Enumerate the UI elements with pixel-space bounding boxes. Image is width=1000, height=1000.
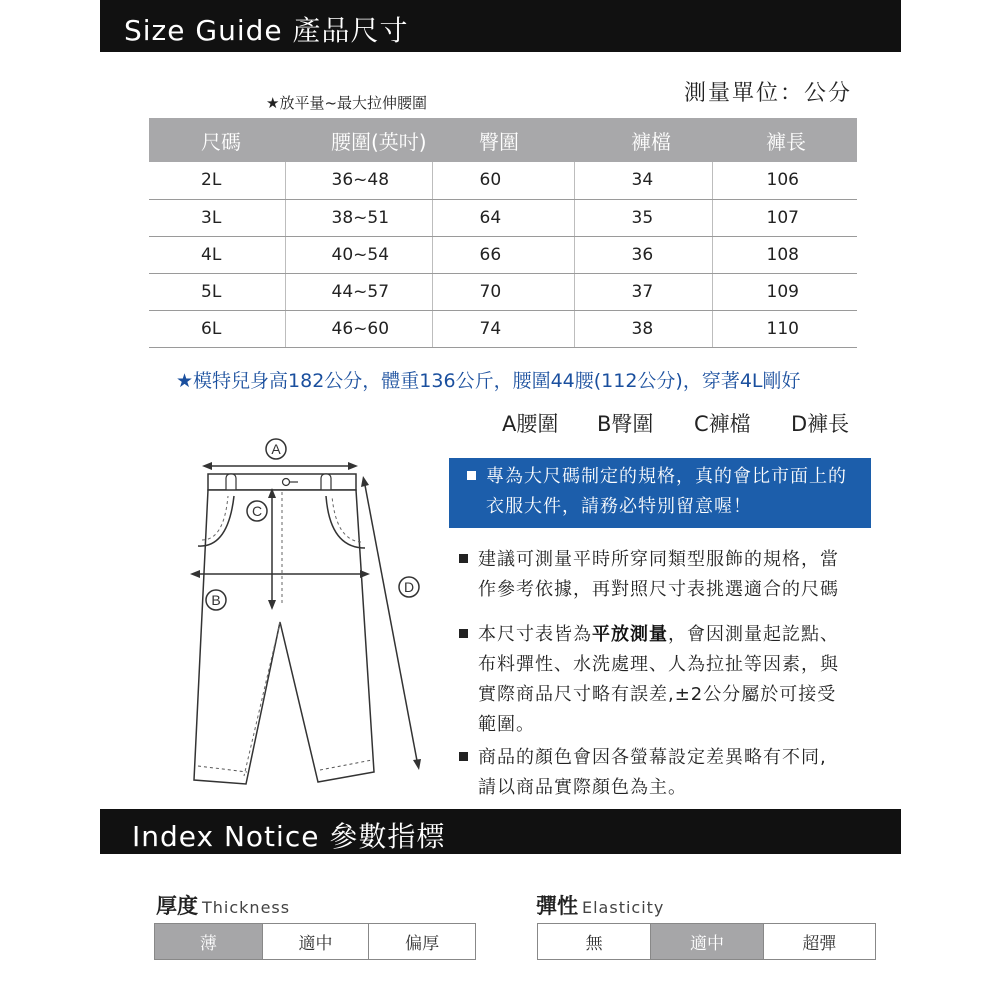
notice-3-line-2: 布料彈性、水洗處理、人為拉扯等因素，與 <box>478 654 839 675</box>
table-cell: 35 <box>574 199 712 236</box>
notice-3-post: ，會因測量起訖點、 <box>668 624 839 645</box>
highlight-notice <box>449 458 871 528</box>
legend-a: A腰圍 <box>502 412 559 436</box>
notice-flat-measure <box>449 620 839 740</box>
table-cell: 74 <box>432 310 574 347</box>
table-cell: 36~48 <box>285 162 432 199</box>
table-row <box>149 162 857 199</box>
col-header: 褲長 <box>712 118 857 162</box>
size-guide-banner <box>100 0 901 52</box>
notice-2-line-2: 作參考依據，再對照尺寸表挑選適合的尺碼 <box>478 579 839 600</box>
pants-outline <box>194 490 374 784</box>
thickness-label-en: Thickness <box>202 898 291 917</box>
bullet-icon <box>459 752 468 761</box>
highlight-line-2: 衣服大件，請務必特別留意喔！ <box>486 496 752 517</box>
table-cell: 66 <box>432 236 574 273</box>
bullet-icon <box>459 554 468 563</box>
table-cell: 38~51 <box>285 199 432 236</box>
thickness-option: 偏厚 <box>368 924 475 959</box>
notice-4-line-1: 商品的顏色會因各螢幕設定差異略有不同, <box>478 747 827 768</box>
table-cell: 107 <box>712 199 857 236</box>
elasticity-option: 超彈 <box>763 924 875 959</box>
notice-3-line-4: 範圍。 <box>478 714 535 735</box>
waist-arrow <box>202 462 358 470</box>
table-cell: 5L <box>149 273 285 310</box>
table-row <box>149 236 857 273</box>
unit-label: 測量單位：公分 <box>684 81 853 106</box>
table-cell: 37 <box>574 273 712 310</box>
model-note: ★模特兒身高182公分，體重136公斤，腰圍44腰(112公分)，穿著4L剛好 <box>176 370 801 392</box>
notice-3-pre: 本尺寸表皆為 <box>478 624 592 645</box>
table-cell: 60 <box>432 162 574 199</box>
col-header: 腰圍(英吋) <box>285 118 432 162</box>
table-cell: 110 <box>712 310 857 347</box>
table-cell: 109 <box>712 273 857 310</box>
table-cell: 106 <box>712 162 857 199</box>
index-notice-banner <box>100 809 901 854</box>
marker-b-label: B <box>211 592 221 608</box>
table-cell: 46~60 <box>285 310 432 347</box>
elasticity-label <box>536 890 664 920</box>
table-cell: 70 <box>432 273 574 310</box>
button-icon <box>283 479 290 486</box>
table-row <box>149 199 857 236</box>
table-row <box>149 273 857 310</box>
marker-c-label: C <box>251 503 263 519</box>
table-cell: 44~57 <box>285 273 432 310</box>
table-cell: 2L <box>149 162 285 199</box>
table-cell: 40~54 <box>285 236 432 273</box>
marker-d-label: D <box>403 579 415 595</box>
elasticity-label-zh: 彈性 <box>536 894 578 918</box>
highlight-line-1: 專為大尺碼制定的規格，真的會比市面上的 <box>486 466 847 487</box>
col-header: 褲檔 <box>574 118 712 162</box>
elasticity-label-en: Elasticity <box>582 898 665 917</box>
notice-3-bold: 平放測量 <box>592 624 668 645</box>
marker-a-label: A <box>271 441 281 457</box>
col-header: 尺碼 <box>149 118 285 162</box>
table-cell: 108 <box>712 236 857 273</box>
thickness-option: 薄 <box>155 924 262 959</box>
size-table <box>149 118 857 348</box>
thickness-label <box>156 890 290 920</box>
thickness-label-zh: 厚度 <box>156 894 198 918</box>
pants-diagram <box>180 436 440 796</box>
elasticity-option: 適中 <box>650 924 762 959</box>
notice-3-line-3: 實際商品尺寸略有誤差,±2公分屬於可接受 <box>478 684 837 705</box>
table-cell: 38 <box>574 310 712 347</box>
table-cell: 6L <box>149 310 285 347</box>
notice-color <box>449 743 827 803</box>
legend-d: D褲長 <box>791 412 850 436</box>
table-cell: 64 <box>432 199 574 236</box>
col-header: 臀圍 <box>432 118 574 162</box>
table-header-row <box>149 118 857 162</box>
notice-4-line-2: 請以商品實際顏色為主。 <box>478 777 687 798</box>
size-guide-title: Size Guide 產品尺寸 <box>124 14 409 47</box>
index-notice-title: Index Notice 參數指標 <box>132 820 446 853</box>
legend-c: C褲檔 <box>694 412 751 436</box>
table-cell: 34 <box>574 162 712 199</box>
table-cell: 36 <box>574 236 712 273</box>
thickness-option: 適中 <box>262 924 369 959</box>
table-cell: 3L <box>149 199 285 236</box>
thickness-scale <box>154 923 476 960</box>
notice-measure-own <box>449 545 839 605</box>
legend-b: B臀圍 <box>597 412 654 436</box>
elasticity-scale <box>537 923 876 960</box>
notice-2-line-1: 建議可測量平時所穿同類型服飾的規格，當 <box>478 549 839 570</box>
elasticity-option: 無 <box>585 934 603 954</box>
bullet-icon <box>459 629 468 638</box>
stretch-note: ★放平量~最大拉伸腰圍 <box>266 94 428 112</box>
table-cell: 4L <box>149 236 285 273</box>
table-row <box>149 310 857 347</box>
bullet-icon <box>467 471 476 480</box>
